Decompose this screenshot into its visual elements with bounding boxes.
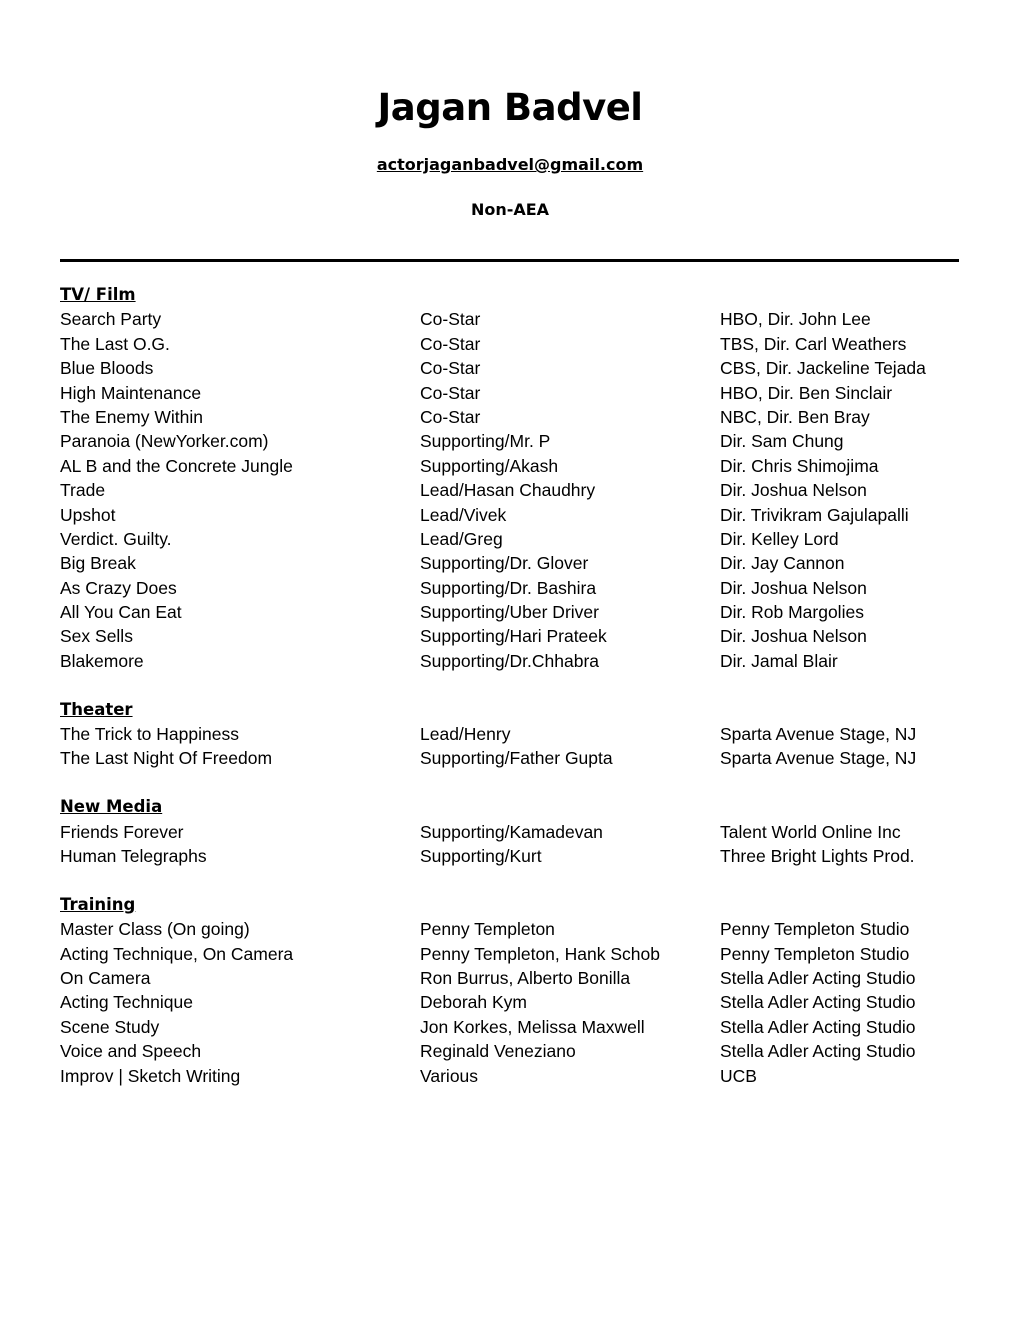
- credit-row: [60, 917, 960, 941]
- credit-project: Master Class (On going): [60, 919, 250, 940]
- credit-project: Search Party: [60, 309, 162, 330]
- credit-row: [60, 966, 960, 990]
- credit-venue: Stella Adler Acting Studio: [720, 1041, 916, 1062]
- resume-body: [60, 283, 960, 1088]
- credit-role: Supporting/Hari Prateek: [420, 626, 607, 647]
- credit-venue: HBO, Dir. John Lee: [720, 309, 871, 330]
- credit-role: Lead/Henry: [420, 724, 511, 745]
- section-tv-film: [60, 283, 960, 673]
- credit-venue: Dir. Chris Shimojima: [720, 455, 879, 476]
- credit-project: High Maintenance: [60, 382, 202, 403]
- credit-venue: Sparta Avenue Stage, NJ: [720, 724, 917, 745]
- credit-row: [60, 454, 960, 478]
- actor-name: Jagan Badvel: [377, 86, 643, 129]
- credit-role: Penny Templeton, Hank Schob: [420, 943, 660, 964]
- credit-project: Sex Sells: [60, 626, 133, 647]
- credit-role: Supporting/Kamadevan: [420, 821, 603, 842]
- credit-project: Trade: [60, 480, 106, 501]
- credit-venue: Stella Adler Acting Studio: [720, 1016, 916, 1037]
- section-theater: [60, 698, 960, 771]
- credit-venue: Dir. Kelley Lord: [720, 528, 839, 549]
- credit-role: Co-Star: [420, 333, 481, 354]
- section-new-media: [60, 795, 960, 868]
- credit-role: Ron Burrus, Alberto Bonilla: [420, 967, 631, 988]
- credit-project: Acting Technique, On Camera: [60, 943, 294, 964]
- credit-role: Supporting/Dr. Glover: [420, 553, 589, 574]
- credit-project: Big Break: [60, 553, 136, 574]
- credit-venue: CBS, Dir. Jackeline Tejada: [720, 358, 926, 379]
- credit-row: [60, 600, 960, 624]
- credit-role: Supporting/Kurt: [420, 845, 542, 866]
- credit-role: Supporting/Mr. P: [420, 431, 551, 452]
- credit-role: Co-Star: [420, 309, 481, 330]
- section-title: Training: [60, 894, 136, 914]
- credit-role: Various: [420, 1065, 479, 1086]
- credit-role: Lead/Hasan Chaudhry: [420, 480, 596, 501]
- header-divider: [60, 259, 959, 262]
- credit-venue: Penny Templeton Studio: [720, 943, 910, 964]
- credit-venue: Dir. Joshua Nelson: [720, 480, 867, 501]
- credit-role: Jon Korkes, Melissa Maxwell: [420, 1016, 645, 1037]
- credit-venue: Stella Adler Acting Studio: [720, 992, 916, 1013]
- credit-project: Acting Technique: [60, 992, 193, 1013]
- credit-venue: NBC, Dir. Ben Bray: [720, 406, 870, 427]
- credit-venue: UCB: [720, 1065, 757, 1086]
- credit-project: Improv | Sketch Writing: [60, 1065, 241, 1086]
- credit-row: [60, 844, 960, 868]
- credit-row: [60, 307, 960, 331]
- credit-role: Co-Star: [420, 382, 481, 403]
- credit-role: Reginald Veneziano: [420, 1041, 576, 1062]
- section-title: New Media: [60, 797, 163, 817]
- credit-project: Verdict. Guilty.: [60, 528, 172, 549]
- credit-project: The Enemy Within: [60, 406, 203, 427]
- credit-project: Blakemore: [60, 650, 144, 671]
- credit-project: On Camera: [60, 967, 151, 988]
- credit-project: Paranoia (NewYorker.com): [60, 431, 269, 452]
- credit-row: [60, 624, 960, 648]
- credit-row: [60, 820, 960, 844]
- credit-project: Friends Forever: [60, 821, 184, 842]
- credit-row: [60, 1015, 960, 1039]
- credit-project: The Last Night Of Freedom: [60, 748, 273, 769]
- email-link[interactable]: actorjaganbadvel@gmail.com: [376, 155, 644, 174]
- credit-role: Supporting/Akash: [420, 455, 559, 476]
- credit-project: As Crazy Does: [60, 577, 177, 598]
- credit-row: [60, 1039, 960, 1063]
- section-title: TV/ Film: [60, 285, 136, 304]
- credit-project: Upshot: [60, 504, 116, 525]
- credit-project: Scene Study: [60, 1016, 160, 1037]
- credit-role: Lead/Vivek: [420, 504, 507, 525]
- credit-project: Blue Bloods: [60, 358, 154, 379]
- credit-row: [60, 649, 960, 673]
- credit-project: All You Can Eat: [60, 602, 182, 623]
- credit-row: [60, 990, 960, 1014]
- credit-venue: Dir. Jay Cannon: [720, 553, 845, 574]
- credit-project: Voice and Speech: [60, 1041, 202, 1062]
- credit-row: [60, 576, 960, 600]
- credit-row: [60, 429, 960, 453]
- credit-row: [60, 722, 960, 746]
- credit-role: Supporting/Dr.Chhabra: [420, 650, 599, 671]
- credit-role: Deborah Kym: [420, 992, 527, 1013]
- credit-venue: Penny Templeton Studio: [720, 919, 910, 940]
- credit-project: The Last O.G.: [60, 333, 170, 354]
- credit-row: [60, 332, 960, 356]
- credit-venue: Dir. Jamal Blair: [720, 650, 838, 671]
- credit-venue: Three Bright Lights Prod.: [720, 845, 915, 866]
- credit-role: Supporting/Uber Driver: [420, 602, 599, 623]
- credit-row: [60, 942, 960, 966]
- credit-row: [60, 381, 960, 405]
- credit-venue: Dir. Joshua Nelson: [720, 577, 867, 598]
- credit-row: [60, 1064, 960, 1088]
- credit-row: [60, 551, 960, 575]
- credit-row: [60, 503, 960, 527]
- credit-venue: Dir. Trivikram Gajulapalli: [720, 504, 909, 525]
- section-training: [60, 893, 960, 1088]
- credit-venue: Dir. Joshua Nelson: [720, 626, 867, 647]
- credit-role: Penny Templeton: [420, 919, 555, 940]
- credit-project: The Trick to Happiness: [60, 724, 239, 745]
- credit-venue: HBO, Dir. Ben Sinclair: [720, 382, 893, 403]
- credit-row: [60, 746, 960, 770]
- credit-venue: Talent World Online Inc: [720, 821, 901, 842]
- credit-role: Supporting/Dr. Bashira: [420, 577, 597, 598]
- credit-venue: Sparta Avenue Stage, NJ: [720, 748, 917, 769]
- credit-role: Supporting/Father Gupta: [420, 748, 613, 769]
- credit-row: [60, 478, 960, 502]
- credit-venue: Dir. Sam Chung: [720, 431, 844, 452]
- credit-role: Co-Star: [420, 358, 481, 379]
- credit-role: Lead/Greg: [420, 528, 503, 549]
- credit-project: AL B and the Concrete Jungle: [60, 455, 293, 476]
- section-title: Theater: [60, 699, 133, 719]
- credit-venue: TBS, Dir. Carl Weathers: [720, 333, 907, 354]
- credit-project: Human Telegraphs: [60, 845, 207, 866]
- credit-venue: Dir. Rob Margolies: [720, 602, 864, 623]
- credit-venue: Stella Adler Acting Studio: [720, 967, 916, 988]
- credit-row: [60, 356, 960, 380]
- credit-row: [60, 527, 960, 551]
- credit-role: Co-Star: [420, 406, 481, 427]
- credit-row: [60, 405, 960, 429]
- union-status: Non-AEA: [470, 200, 550, 219]
